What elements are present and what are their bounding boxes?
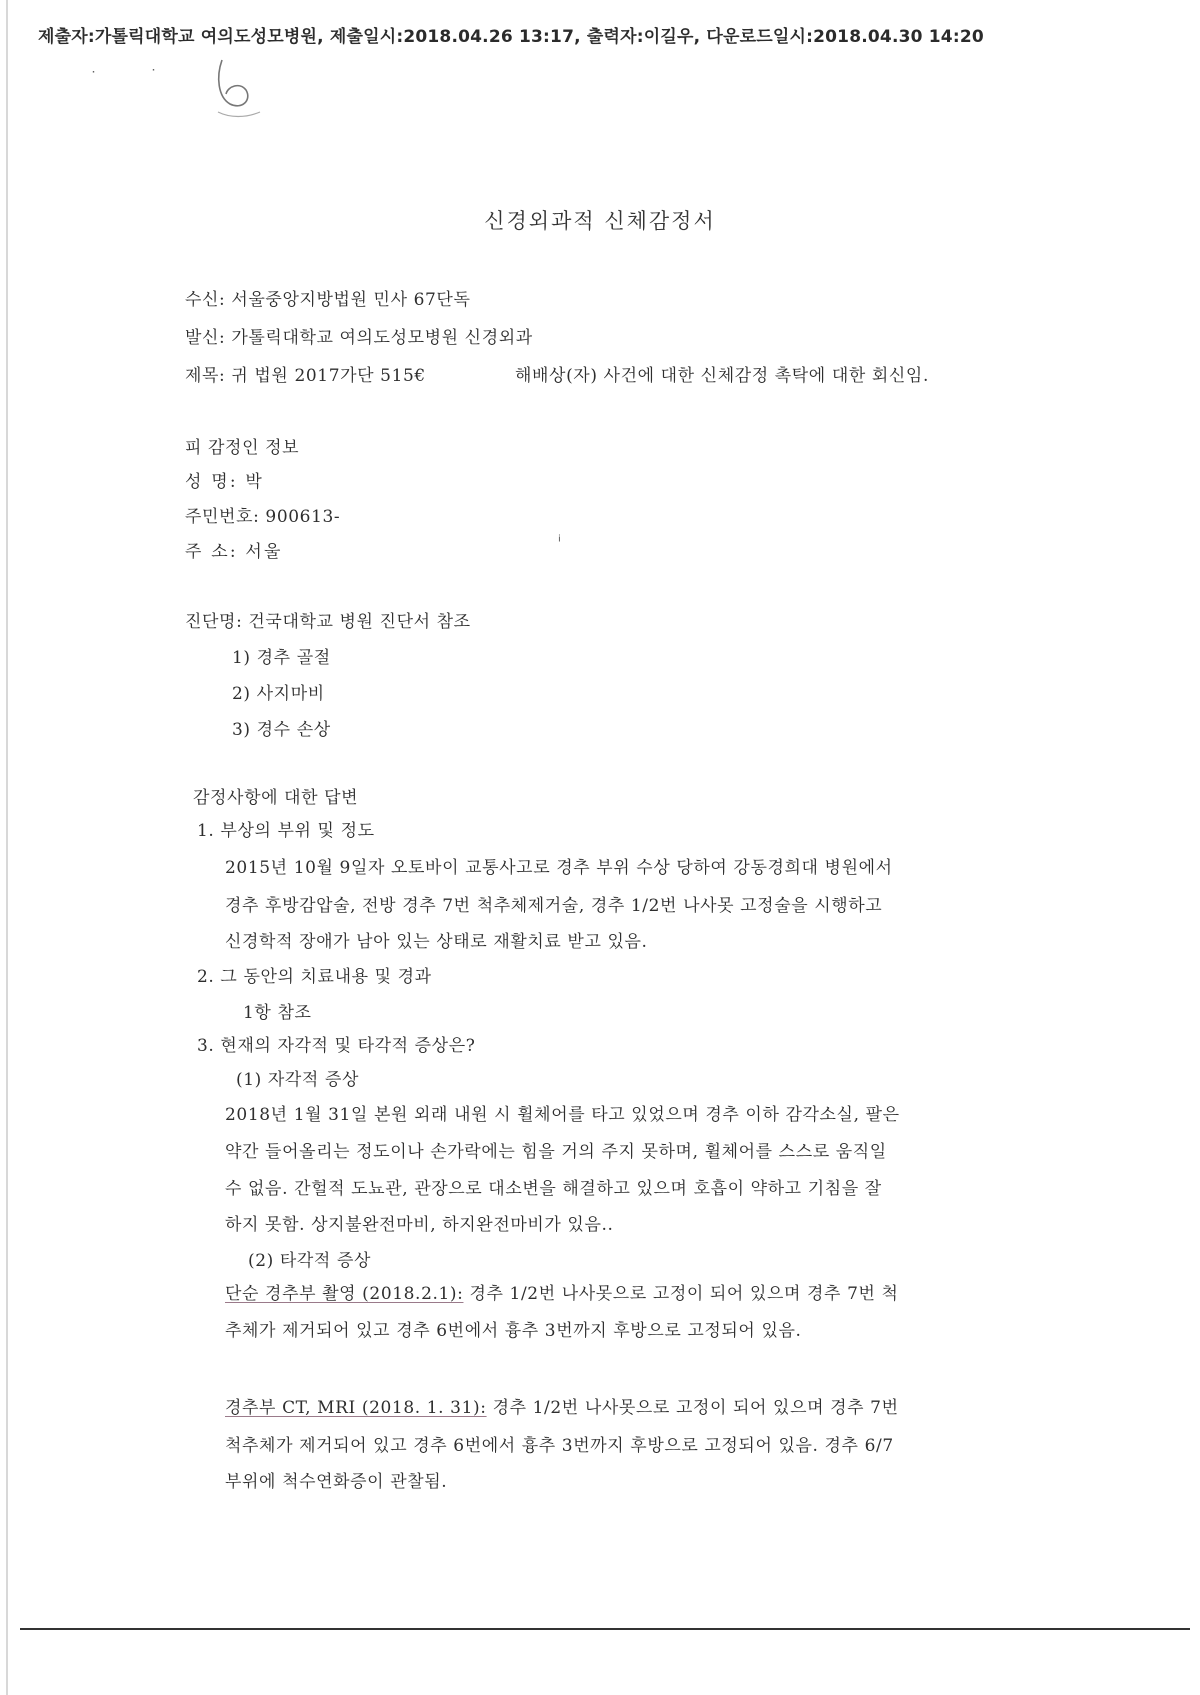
question-1-line: 경추 후방감압술, 전방 경추 7번 척추체제거술, 경추 1/2번 나사못 고정술을 시행하고	[225, 896, 883, 916]
ct-mri-finding-line-1	[225, 1393, 899, 1418]
scan-speck: ˙	[150, 68, 157, 84]
diagnosis-item: 1) 경추 골절	[232, 648, 331, 668]
subjective-symptoms-line: 하지 못함. 상지불완전마비, 하지완전마비가 있음..	[225, 1215, 614, 1235]
diagnosis-item: 3) 경수 손상	[232, 720, 331, 740]
xray-label: 단순 경추부 촬영 (2018.2.1):	[225, 1284, 464, 1304]
xray-finding-line-2: 추체가 제거되어 있고 경추 6번에서 흉추 3번까지 후방으로 고정되어 있음.	[225, 1321, 802, 1341]
question-1-line: 2015년 10월 9일자 오토바이 교통사고로 경추 부위 수상 당하여 강동경희대 병원에서	[225, 858, 893, 878]
recipient-line: 수신: 서울중앙지방법원 민사 67단독	[185, 290, 471, 310]
subjective-symptoms-title: (1) 자각적 증상	[236, 1070, 359, 1090]
ct-mri-finding-line-2: 척추체가 제거되어 있고 경추 6번에서 흉추 3번까지 후방으로 고정되어 있음. 경추 6/7	[225, 1436, 894, 1456]
answers-heading: 감정사항에 대한 답변	[193, 788, 359, 808]
question-1-line: 신경학적 장애가 남아 있는 상태로 재활치료 받고 있음.	[225, 932, 648, 952]
subject-line-part1: 제목: 귀 법원 2017가단 515€	[185, 366, 426, 386]
scan-speck: ˙	[90, 70, 97, 86]
diagnosis-item: 2) 사지마비	[232, 684, 325, 704]
sender-line: 발신: 가톨릭대학교 여의도성모병원 신경외과	[185, 328, 533, 348]
diagnosis-heading: 진단명: 건국대학교 병원 진단서 참조	[185, 612, 471, 632]
question-3-title: 3. 현재의 자각적 및 타각적 증상은?	[197, 1036, 476, 1056]
scan-edge	[6, 0, 8, 1695]
subject-line-part2: 해배상(자) 사건에 대한 신체감정 촉탁에 대한 회신임.	[515, 366, 929, 386]
ct-mri-text: 경추 1/2번 나사못으로 고정이 되어 있으며 경추 7번	[492, 1398, 899, 1418]
download-header: 제출자:가톨릭대학교 여의도성모병원, 제출일시:2018.04.26 13:17, 출력자:이길우, 다운로드일시:2018.04.30 14:20	[38, 27, 984, 47]
handwritten-mark	[212, 52, 264, 122]
document-title: 신경외과적 신체감정서	[484, 209, 716, 233]
examinee-address: 주 소: 서울	[185, 542, 283, 562]
question-1-title: 1. 부상의 부위 및 정도	[197, 821, 375, 841]
ct-mri-finding-line-3: 부위에 척수연화증이 관찰됨.	[225, 1472, 448, 1492]
examinee-heading: 피 감정인 정보	[185, 438, 300, 458]
subjective-symptoms-line: 약간 들어올리는 정도이나 손가락에는 힘을 거의 주지 못하며, 휠체어를 스스로 움직일	[225, 1142, 887, 1162]
xray-finding-line-1	[225, 1279, 899, 1304]
scan-speck: ⁱ	[558, 532, 561, 551]
ct-mri-label: 경추부 CT, MRI (2018. 1. 31):	[225, 1398, 487, 1418]
xray-text: 경추 1/2번 나사못으로 고정이 되어 있으며 경추 7번 척	[469, 1284, 899, 1304]
subjective-symptoms-line: 2018년 1월 31일 본원 외래 내원 시 휠체어를 타고 있었으며 경추 이하 감각소실, 팔은	[225, 1105, 900, 1125]
examinee-resident-no: 주민번호: 900613-	[185, 507, 341, 527]
question-2-title: 2. 그 동안의 치료내용 및 경과	[197, 967, 432, 987]
objective-symptoms-title: (2) 타각적 증상	[248, 1251, 371, 1271]
subjective-symptoms-line: 수 없음. 간헐적 도뇨관, 관장으로 대소변을 해결하고 있으며 호흡이 약하고 기침을 잘	[225, 1179, 882, 1199]
examinee-name: 성 명: 박	[185, 472, 265, 492]
question-2-body: 1항 참조	[243, 1003, 312, 1023]
bottom-divider	[20, 1628, 1190, 1630]
